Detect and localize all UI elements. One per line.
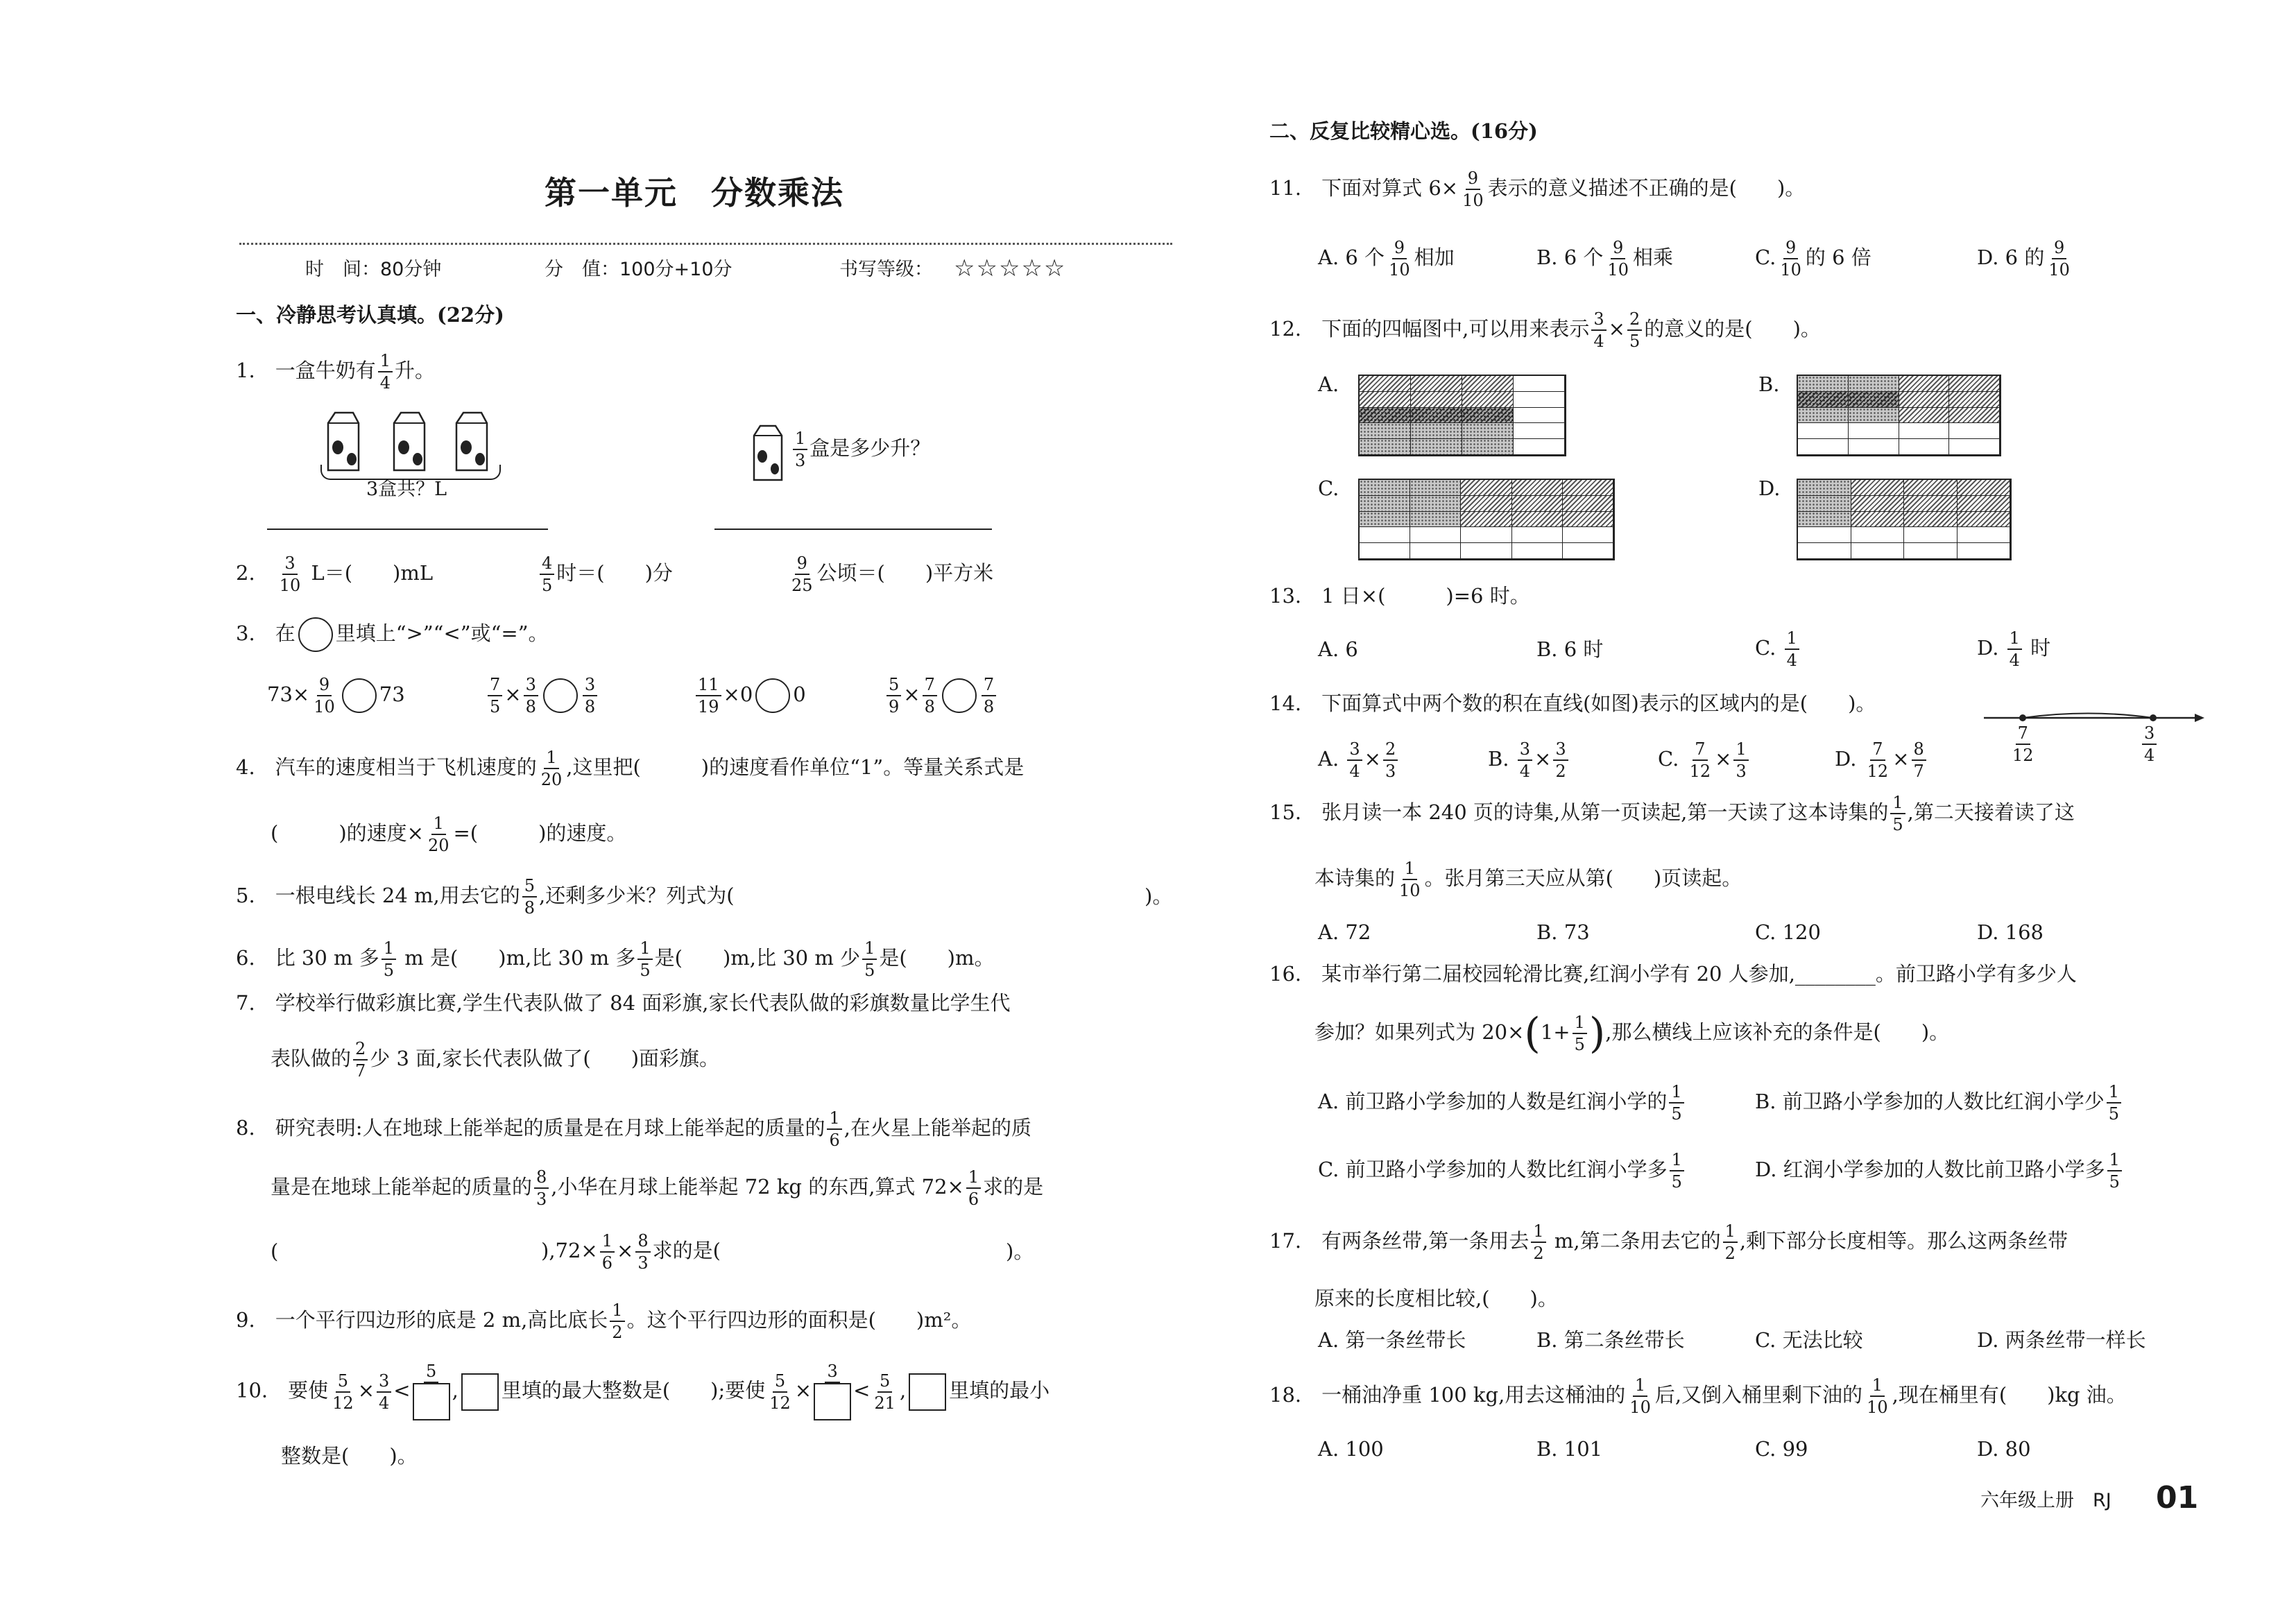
q17-option-d[interactable]: D. 两条丝带一样长 (1977, 1328, 2146, 1352)
q16-option-b[interactable]: B. 前卫路小学参加的人数比红润小学少 $\frac{1}{5}$ (1755, 1083, 2123, 1122)
q15-line2: 本诗集的 $\frac{1}{10}$ 。张月第三天应从第( )页读起。 (1314, 859, 1742, 900)
q11-option-c[interactable]: C. $\frac{9}{10}$ 的 6 倍 (1755, 238, 1871, 280)
q3: 3. 在 里填上“>”“<”或“=”。 (236, 617, 549, 652)
fraction: $\frac{1}{5}$ (1573, 1014, 1587, 1053)
square-blank[interactable] (461, 1373, 499, 1411)
fraction: $\frac{1}{4}$ (1785, 630, 1799, 669)
milk-carton-icon (751, 423, 785, 482)
q12-grid-d[interactable] (1797, 479, 2012, 560)
fraction: $\frac{9}{25}$ (791, 553, 813, 595)
q17-line2: 原来的长度相比较,( )。 (1314, 1287, 1558, 1310)
fraction: $\frac{5}{12}$ (332, 1371, 354, 1413)
fraction: $\frac{2}{3}$ (1383, 741, 1398, 780)
q11: 11. 下面对算式 6× $\frac{9}{10}$ 表示的意义描述不正确的是( )。 (1269, 169, 1806, 210)
q8-line3b: ),72× $\frac{1}{6}$ × $\frac{8}{3}$ 求的是( (541, 1231, 721, 1273)
milk-carton-icon (456, 413, 487, 470)
q13-option-b[interactable]: B. 6 时 (1536, 637, 1604, 661)
q15-option-d[interactable]: D. 168 (1977, 920, 2044, 944)
q15: 15. 张月读一本 240 页的诗集,从第一页读起,第一天读了这本诗集的 $\frac{1}{5}$ ,第二天接着读了这 (1269, 793, 2075, 834)
square-blank[interactable] (413, 1383, 450, 1420)
q11-option-a[interactable]: A. 6 个 $\frac{9}{10}$ 相加 (1318, 238, 1455, 280)
fraction: $\frac{1}{6}$ (966, 1169, 981, 1208)
q1-caption: 3盒共？L (366, 479, 447, 500)
title-divider (239, 243, 1172, 245)
fraction: $\frac{5}{12}$ (769, 1371, 791, 1413)
q12: 12. 下面的四幅图中,可以用来表示 $\frac{3}{4}$ × $\frac{2}{5}$ 的意义的是( )。 (1269, 309, 1821, 351)
q16-option-c[interactable]: C. 前卫路小学参加的人数比红润小学多 $\frac{1}{5}$ (1318, 1151, 1686, 1190)
q12-label-b: B. (1758, 372, 1780, 396)
q2: 2. $\frac{3}{10}$ L＝( )mL (236, 553, 434, 595)
q14: 14. 下面算式中两个数的积在直线(如图)表示的区域内的是( )。 (1269, 692, 1876, 715)
q17-option-a[interactable]: A. 第一条丝带长 (1318, 1328, 1466, 1352)
q8-line2: 量是在地球上能举起的质量的 $\frac{8}{3}$ ,小华在月球上能举起 72 kg 的东西,算式 72× $\frac{1}{6}$ 求的是 (271, 1167, 1044, 1209)
page-title: 第一单元 分数乘法 (545, 174, 844, 212)
fraction: $\frac{3}{10}$ (279, 553, 301, 595)
q14-option-b[interactable]: B. $\frac{3}{4}$ × $\frac{3}{2}$ (1488, 741, 1570, 780)
q8-line3a: ( (271, 1239, 279, 1263)
fraction: $\frac{1}{5}$ (862, 940, 877, 979)
fraction: $\frac{1}{20}$ (427, 814, 449, 855)
milk-carton-icon (328, 413, 359, 470)
q1-ask: $\frac{1}{3}$ 盒是多少升？ (791, 430, 930, 469)
q18-option-c[interactable]: C. 99 (1755, 1437, 1808, 1461)
q6: 6. 比 30 m 多 $\frac{1}{5}$ m 是( )m,比 30 m 多 $\frac{1}{5}$ 是( )m,比 30 m 少 $\frac{1}{5}$ 是( )m。 (236, 938, 995, 980)
q17-option-b[interactable]: B. 第二条丝带长 (1536, 1328, 1685, 1352)
circle-blank[interactable] (942, 678, 977, 713)
circle-blank[interactable] (755, 678, 790, 713)
fraction: $\frac{1}{6}$ (827, 1110, 841, 1149)
q10: 10. 要使 $\frac{5}{12}$ × $\frac{3}{4}$ < 5 , 里填的最大整数是( );要使 $\frac{5}{12}$ × 3 < $\frac{5}{21}$ , 里填的最小 (236, 1363, 1050, 1420)
fraction: $\frac{3}{8}$ (524, 676, 538, 715)
square-blank[interactable] (909, 1373, 946, 1411)
fraction: $\frac{7}{12}$ (1867, 739, 1889, 781)
fraction: $\frac{3}{8}$ (583, 676, 597, 715)
q3-e4: $\frac{5}{9}$ × $\frac{7}{8}$ $\frac{7}{8}$ (884, 676, 998, 715)
section1-header: 一、冷静思考认真填。(22分) (236, 303, 504, 327)
score-info: 分 值：100分+10分 (545, 259, 733, 280)
fraction: $\frac{1}{6}$ (600, 1233, 615, 1271)
q1: 1. 一盒牛奶有 $\frac{1}{4}$ 升。 (236, 351, 435, 393)
milk-carton-icon (394, 413, 425, 470)
fraction: $\frac{1}{3}$ (793, 430, 807, 469)
q18-option-a[interactable]: A. 100 (1318, 1437, 1384, 1461)
fraction: $\frac{3}{4}$ (1347, 741, 1362, 780)
fraction: $\frac{11}{19}$ (696, 676, 721, 715)
fraction: $\frac{7}{5}$ (488, 676, 502, 715)
fraction: $\frac{8}{3}$ (635, 1233, 650, 1271)
fraction: $\frac{9}{10}$ (1389, 238, 1410, 280)
q12-grid-b[interactable] (1797, 375, 2001, 456)
fraction: $\frac{1}{4}$ (2007, 630, 2022, 669)
answer-line (714, 529, 992, 530)
q12-grid-c[interactable] (1358, 479, 1615, 560)
fraction: $\frac{1}{5}$ (2107, 1151, 2122, 1190)
q3-e2: $\frac{7}{5}$ × $\frac{3}{8}$ $\frac{3}{8}$ (486, 676, 599, 715)
q13-option-d[interactable]: D. $\frac{1}{4}$ 时 (1977, 628, 2051, 670)
q11-option-b[interactable]: B. 6 个 $\frac{9}{10}$ 相乘 (1536, 238, 1673, 280)
fraction: $\frac{3}{2}$ (1553, 741, 1568, 780)
q15-option-c[interactable]: C. 120 (1755, 920, 1821, 944)
q14-option-c[interactable]: C. $\frac{7}{12}$ × $\frac{1}{3}$ (1658, 741, 1751, 780)
fraction: $\frac{2}{5}$ (1627, 311, 1642, 350)
q5-end: )。 (1145, 884, 1173, 908)
q16-line2: 参加？如果列式为 20×(1+ $\frac{1}{5}$ ),那么横线上应该补充的条件是( )。 (1314, 1009, 1950, 1058)
answer-line (267, 529, 548, 530)
fraction: $\frac{2}{7}$ (353, 1040, 368, 1079)
fraction: $\frac{3}{4}$ (377, 1373, 391, 1411)
fraction: $\frac{1}{5}$ (1669, 1083, 1684, 1122)
fraction: $\frac{1}{2}$ (610, 1302, 624, 1341)
fraction: $\frac{9}{10}$ (2048, 238, 2070, 280)
q11-option-d[interactable]: D. 6 的 $\frac{9}{10}$ (1977, 239, 2074, 278)
section2-header: 二、反复比较精心选。(16分) (1269, 119, 1538, 143)
fraction: $\frac{5}{8}$ (522, 877, 537, 916)
q7-line2: 表队做的 $\frac{2}{7}$ 少 3 面,家长代表队做了( )面彩旗。 (271, 1039, 720, 1081)
fraction: $\frac{1}{2}$ (1723, 1223, 1738, 1262)
fraction: $\frac{1}{5}$ (382, 940, 396, 979)
q9: 9. 一个平行四边形的底是 2 m,高比底长 $\frac{1}{2}$ 。这个平行四边形的面积是( )m²。 (236, 1300, 972, 1342)
fraction: 3 (814, 1363, 851, 1420)
fraction: $\frac{9}{10}$ (1780, 238, 1801, 280)
q14-option-d[interactable]: D. $\frac{7}{12}$ × $\frac{8}{7}$ (1835, 741, 1928, 780)
fraction: $\frac{7}{12}$ (1689, 739, 1711, 781)
fraction: $\frac{7}{8}$ (923, 676, 937, 715)
q10-line2: 整数是( )。 (281, 1444, 418, 1468)
fraction: $\frac{7}{8}$ (982, 676, 996, 715)
fraction: $\frac{1}{5}$ (2107, 1083, 2121, 1122)
q13-option-c[interactable]: C. $\frac{1}{4}$ (1755, 630, 1801, 669)
q3-e1: 73× $\frac{9}{10}$ 73 (267, 675, 405, 716)
q8-line3c: )。 (1006, 1239, 1034, 1263)
q16-option-a[interactable]: A. 前卫路小学参加的人数是红润小学的 $\frac{1}{5}$ (1318, 1083, 1686, 1122)
q5: 5. 一根电线长 24 m,用去它的 $\frac{5}{8}$ ,还剩多少米？列式为( (236, 876, 735, 918)
q7: 7. 学校举行做彩旗比赛,学生代表队做了 84 面彩旗,家长代表队做的彩旗数量比学生代 (236, 991, 1011, 1015)
circle-blank[interactable] (543, 678, 578, 713)
q3-e3: $\frac{11}{19}$ ×0 0 (694, 676, 806, 715)
q14-option-a[interactable]: A. $\frac{3}{4}$ × $\frac{2}{3}$ (1318, 741, 1400, 780)
q15-option-b[interactable]: B. 73 (1536, 920, 1590, 944)
number-line-label-right (2140, 725, 2159, 764)
q18-option-b[interactable]: B. 101 (1536, 1437, 1603, 1461)
fraction: 5 (413, 1363, 450, 1420)
q8: 8. 研究表明:人在地球上能举起的质量是在月球上能举起的质量的 $\frac{1}{6}$ ,在火星上能举起的质 (236, 1108, 1031, 1150)
q17-option-c[interactable]: C. 无法比较 (1755, 1328, 1863, 1352)
q15-option-a[interactable]: A. 72 (1318, 920, 1371, 944)
fraction: $\frac{4}{5}$ (540, 555, 554, 594)
fraction: $\frac{5}{9}$ (886, 676, 901, 715)
fraction: $\frac{8}{3}$ (534, 1169, 549, 1208)
fraction: $\frac{1}{2}$ (1531, 1223, 1545, 1262)
number-line-label-left (2008, 725, 2038, 764)
fraction: $\frac{1}{10}$ (1867, 1375, 1888, 1417)
q4-line2: ( )的速度× $\frac{1}{20}$ =( )的速度。 (271, 814, 627, 855)
q18-option-d[interactable]: D. 80 (1977, 1437, 2031, 1461)
fraction: $\frac{1}{5}$ (1670, 1151, 1684, 1190)
q4: 4. 汽车的速度相当于飞机速度的 $\frac{1}{20}$ ,这里把( )的速度看作单位“1”。等量关系式是 (236, 748, 1025, 789)
fraction: $\frac{1}{4}$ (378, 352, 393, 391)
writing-grade-label: 书写等级： (839, 259, 933, 280)
fraction: $\frac{1}{5}$ (637, 940, 652, 979)
q12-label-a: A. (1318, 372, 1339, 396)
fraction: $\frac{1}{3}$ (1733, 741, 1748, 780)
q13-option-a[interactable]: A. 6 (1318, 637, 1358, 661)
q12-label-c: C. (1318, 476, 1339, 500)
fraction: $\frac{7}{12}$ (2012, 723, 2034, 765)
fraction: $\frac{9}{10}$ (1462, 169, 1484, 210)
q18: 18. 一桶油净重 100 kg,用去这桶油的 $\frac{1}{10}$ 后,又倒入桶里剩下油的 $\frac{1}{10}$ ,现在桶里有( )kg 油。 (1269, 1375, 2127, 1417)
footer-grade: 六年级上册 RJ (1980, 1490, 2111, 1511)
writing-stars: ☆☆☆☆☆ (954, 255, 1067, 282)
q2b: $\frac{4}{5}$ 时＝( )分 (538, 555, 673, 594)
circle-blank[interactable] (342, 678, 377, 713)
time-info: 时 间：80分钟 (305, 259, 442, 280)
q13: 13. 1 日×( )=6 时。 (1269, 584, 1530, 608)
fraction: $\frac{8}{7}$ (1912, 741, 1926, 780)
square-blank[interactable] (814, 1383, 851, 1420)
q16-option-d[interactable]: D. 红润小学参加的人数比前卫路小学多 $\frac{1}{5}$ (1755, 1151, 2124, 1190)
fraction: $\frac{3}{4}$ (1518, 741, 1532, 780)
fraction: $\frac{9}{10}$ (314, 675, 335, 716)
q12-label-d: D. (1758, 476, 1781, 500)
fraction: $\frac{1}{5}$ (1890, 794, 1905, 833)
fraction: $\frac{1}{10}$ (1399, 859, 1421, 900)
brace (320, 465, 501, 480)
q17: 17. 有两条丝带,第一条用去 $\frac{1}{2}$ m,第二条用去它的 $\frac{1}{2}$ ,剩下部分长度相等。那么这两条丝带 (1269, 1221, 2068, 1263)
q2c: $\frac{9}{25}$ 公顷＝( )平方米 (787, 555, 993, 594)
fraction: $\frac{1}{10}$ (1629, 1375, 1651, 1417)
q12-grid-a[interactable] (1358, 375, 1566, 456)
fraction: $\frac{3}{4}$ (2142, 725, 2157, 764)
circle-blank[interactable] (298, 617, 333, 652)
fraction: $\frac{3}{4}$ (1591, 311, 1606, 350)
fraction: $\frac{5}{21}$ (874, 1371, 896, 1413)
page-number: 01 (2156, 1480, 2199, 1515)
fraction: $\frac{9}{10}$ (1607, 238, 1629, 280)
fraction: $\frac{1}{20}$ (540, 748, 563, 789)
q16: 16. 某市举行第二届校园轮滑比赛,红润小学有 20 人参加,________。前卫路小学有多少人 (1269, 962, 2077, 986)
